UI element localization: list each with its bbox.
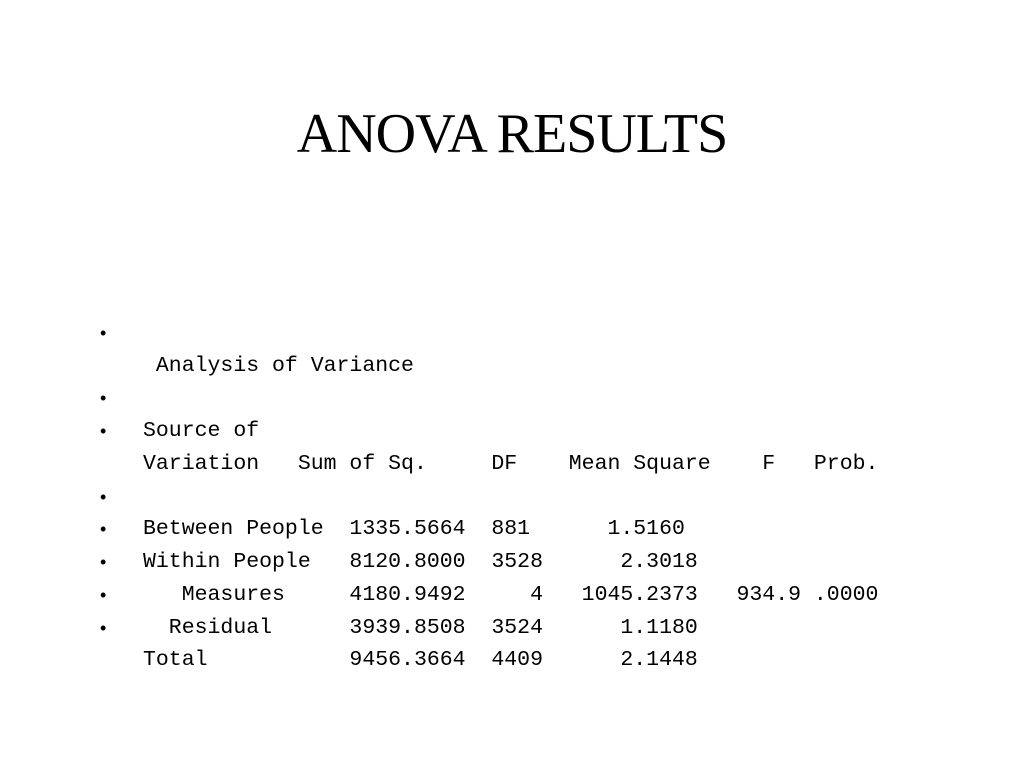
line-text: Measures 4180.9492 4 1045.2373 934.9 .0000: [143, 582, 879, 607]
bullet-line-between-people: [100, 448, 980, 542]
bullet-line-analysis-of-variance: [100, 284, 980, 378]
line-text: Source of: [143, 419, 260, 443]
bullet-icon: •: [100, 552, 107, 572]
bullet-icon: •: [100, 617, 107, 638]
line-text: Total 9456.3664 4409 2.1448: [143, 648, 698, 673]
bullet-icon: •: [100, 486, 107, 507]
line-text: Between People 1335.5664 881 1.5160: [143, 517, 685, 542]
bullet-icon: •: [100, 322, 107, 343]
bullet-list: [100, 284, 980, 673]
bullet-icon: •: [100, 519, 107, 540]
bullet-line-source-of: [100, 350, 980, 443]
line-text: Residual 3939.8508 3524 1.1180: [143, 615, 698, 640]
bullet-icon: •: [100, 584, 107, 605]
line-text: Analysis of Variance: [143, 353, 414, 378]
bullet-icon: •: [100, 388, 107, 409]
bullet-icon: •: [100, 421, 107, 441]
blank-line: [100, 317, 980, 350]
line-text: Variation Sum of Sq. DF Mean Square F Prob.: [143, 451, 879, 476]
slide-title: ANOVA RESULTS: [296, 103, 728, 165]
line-text: Within People 8120.8000 3528 2.3018: [143, 550, 698, 574]
